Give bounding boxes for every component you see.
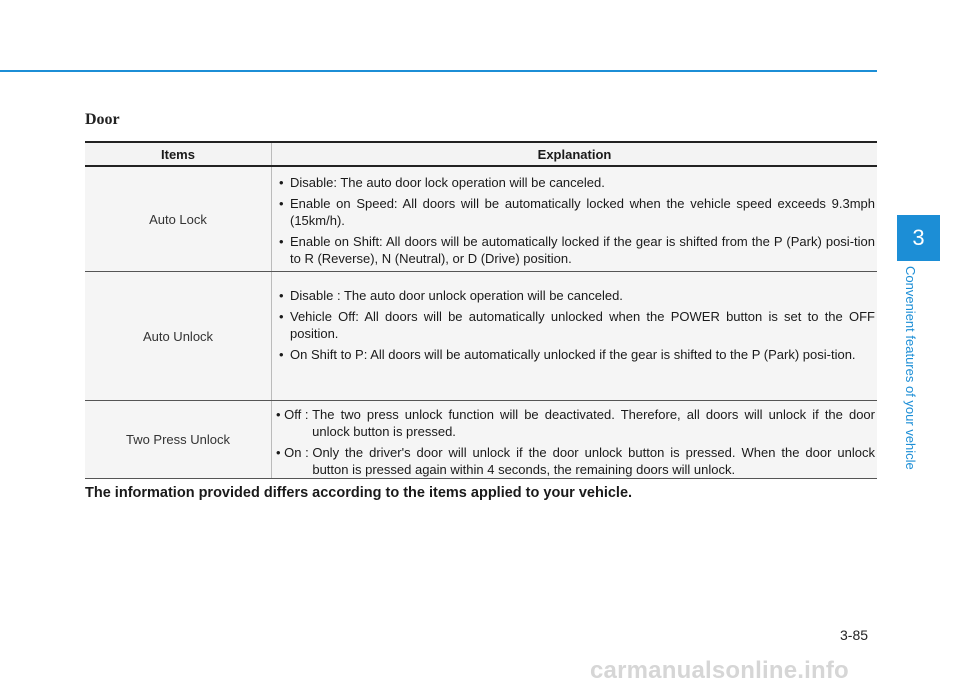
explanation-point: • Disable : The auto door unlock operation will be canceled.: [276, 287, 875, 304]
chapter-tab: 3: [897, 215, 940, 261]
option-text: The two press unlock function will be deactivated. Therefore, all doors will unlock if the door unlock button is pressed.: [312, 407, 875, 439]
item-name: Auto Lock: [149, 211, 207, 227]
info-note: The information provided differs according to the items applied to your vehicle.: [85, 485, 633, 501]
settings-table: [85, 141, 877, 479]
chapter-title: Convenient features of your vehicle: [903, 266, 918, 470]
option-line: [276, 444, 875, 478]
table-row: [85, 272, 877, 401]
explanation-point: • Disable: The auto door lock operation will be canceled.: [276, 174, 875, 191]
table-header: [85, 143, 877, 167]
option-key: • Off :: [276, 407, 313, 422]
option-line: [276, 406, 875, 440]
page-number: 3-85: [840, 627, 869, 643]
explanation-point: • Enable on Shift: All doors will be automatically locked if the gear is shifted from the P (Park) posi-tion to R (Reverse), N (Neutral), or D (Drive) position.: [276, 233, 875, 267]
table-row: [85, 401, 877, 479]
item-explanation: [271, 272, 877, 400]
item-name: Two Press Unlock: [125, 432, 231, 447]
header-items: Items: [161, 146, 195, 162]
section-title: Door: [85, 111, 120, 128]
explanation-point: • Enable on Speed: All doors will be automatically locked when the vehicle speed exceeds 9.3mph (15km/h).: [276, 195, 875, 229]
option-key: • On :: [276, 445, 313, 460]
item-explanation: [271, 167, 877, 271]
option-text: Only the driver's door will unlock if the door unlock button is pressed. When the door unlock button is pressed again within 4 seconds, the remaining doors will unlock.: [312, 445, 875, 477]
header-explanation: Explanation: [271, 143, 877, 165]
watermark: carmanualsonline.info: [590, 657, 849, 684]
table-row: [85, 167, 877, 272]
item-name: Auto Unlock: [142, 328, 214, 344]
header-rule: [0, 70, 877, 72]
explanation-point: • Vehicle Off: All doors will be automatically unlocked when the POWER button is set to the OFF position.: [276, 308, 875, 342]
explanation-point: • On Shift to P: All doors will be automatically unlocked if the gear is shifted to the P (Park) posi-tion.: [276, 346, 875, 363]
item-explanation: [271, 401, 877, 478]
